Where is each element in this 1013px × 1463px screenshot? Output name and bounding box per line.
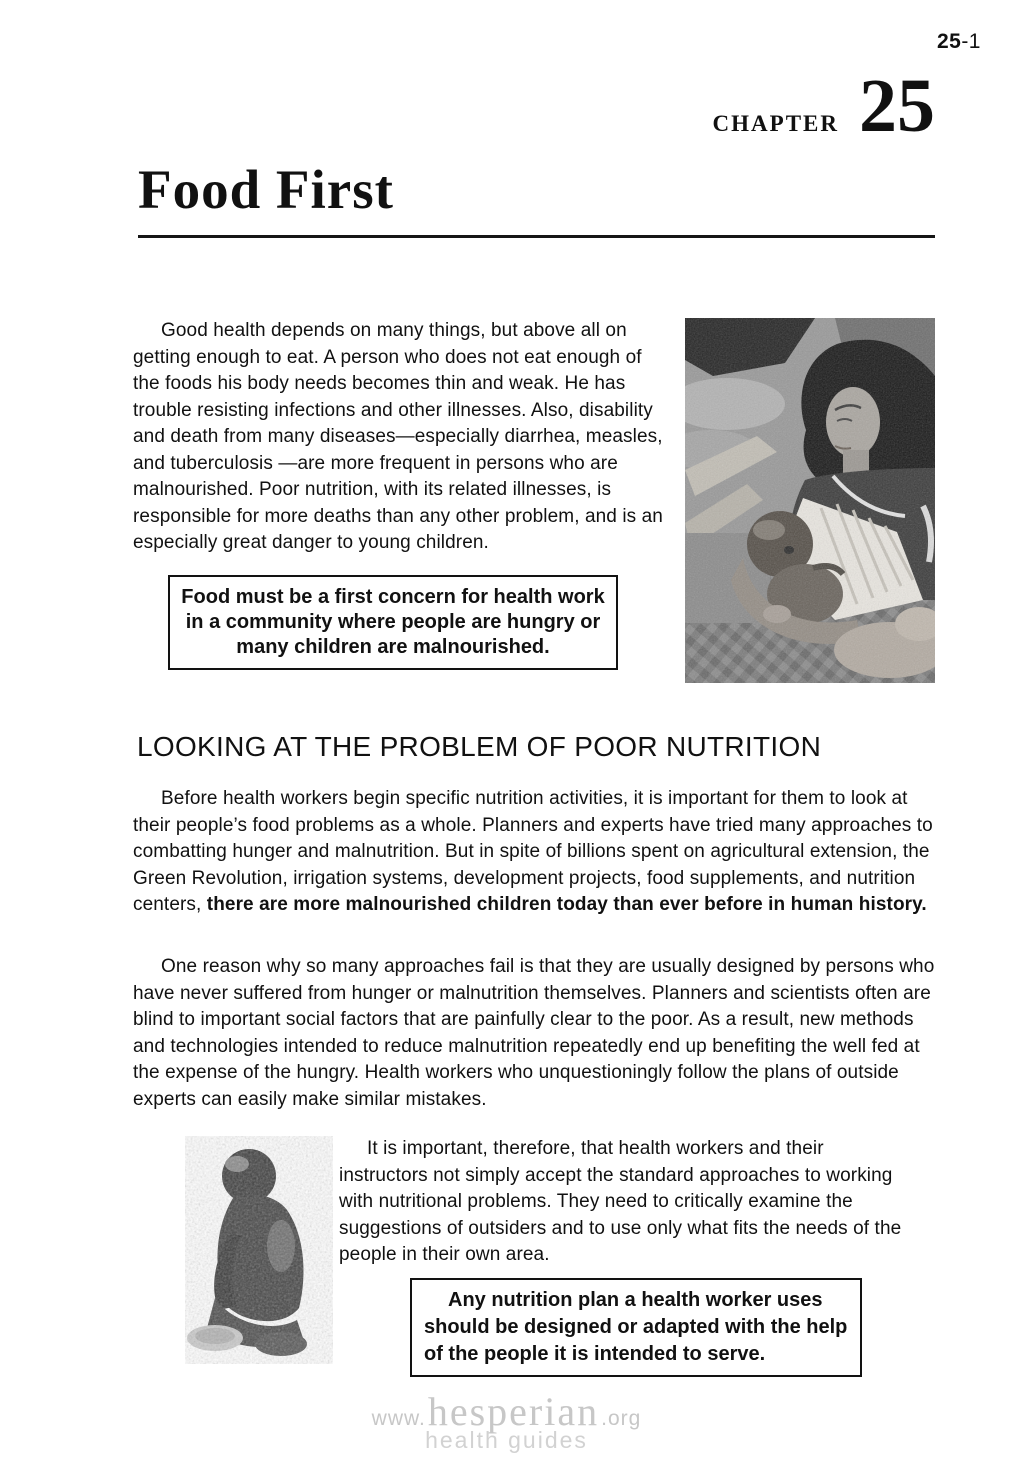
section-paragraph-1-normal: Before health workers begin specific nutrition activities, it is important for them to look at their people’s food problems as a whole. Planners and experts have tried many approaches to combatting hunger and malnutrition. But in spite of billions spent on agricultural extension, the Green Revolution, irrigation systems, development projects, food supplements, and nutrition centers,: [133, 788, 933, 915]
page-number: [937, 30, 981, 54]
watermark-www: www.: [371, 1407, 426, 1430]
section-heading: LOOKING AT THE PROBLEM OF POOR NUTRITION: [137, 731, 822, 762]
section-paragraph-1-emphasis: there are more malnourished children today than ever before in human history.: [206, 894, 927, 915]
callout-box-2: [410, 1278, 862, 1377]
chapter-label: CHAPTER: [712, 111, 839, 136]
callout-box-2-text: Any nutrition plan a health worker uses should be designed or adapted with the help of the people it is intended to serve.: [424, 1289, 848, 1365]
page-number-suffix: -1: [961, 30, 981, 53]
chapter-number: 25: [859, 64, 935, 148]
title-rule: [138, 235, 935, 238]
chapter-header: [712, 64, 935, 148]
callout-box-1: [168, 575, 618, 670]
callout-box-1-text: Food must be a first concern for health work in a community where people are hungry or many children are malnourished.: [181, 585, 605, 658]
section-paragraph-3: It is important, therefore, that health workers and their instructors not simply accept the standard approaches to working with nutritional problems. They need to critically examine the suggestions of outsiders and to use only what fits the needs of the people in their own area.: [339, 1138, 902, 1265]
intro-section: [133, 318, 935, 683]
intro-paragraph: Good health depends on many things, but above all on getting enough to eat. A person who does not eat enough of the foods his body needs becomes thin and weak. He has trouble resisting infections and other illnesses. Also, disability and death from many diseases—especially diarrhea, measles, and tuberculosis —are more frequent in persons who are malnourished. Poor nutrition, with its related illnesses, is responsible for more deaths than any other problem, and is an especially great danger to young children.: [133, 320, 663, 553]
watermark-brand: hesperian: [427, 1389, 600, 1434]
watermark-tagline: health guides: [425, 1427, 588, 1453]
page-number-chapter: 25: [936, 30, 962, 53]
watermark-org: .org: [601, 1407, 642, 1430]
section-paragraph-2: One reason why so many approaches fail is that they are usually designed by persons who have never suffered from hunger or malnutrition themselves. Planners and scientists often are blind to important social factors that are painfully clear to the poor. As a result, new methods and technologies intended to reduce malnutrition repeatedly end up benefiting the well fed at the expense of the hungry. Health workers who unquestioningly follow the plans of outside experts can easily make similar mistakes.: [133, 956, 935, 1110]
hesperian-watermark: [0, 1388, 1013, 1454]
page-title: Food First: [138, 159, 394, 220]
mother-breastfeeding-photo: [685, 318, 935, 683]
malnourished-child-illustration: [185, 1136, 333, 1369]
section-paragraph-1: [133, 786, 935, 919]
